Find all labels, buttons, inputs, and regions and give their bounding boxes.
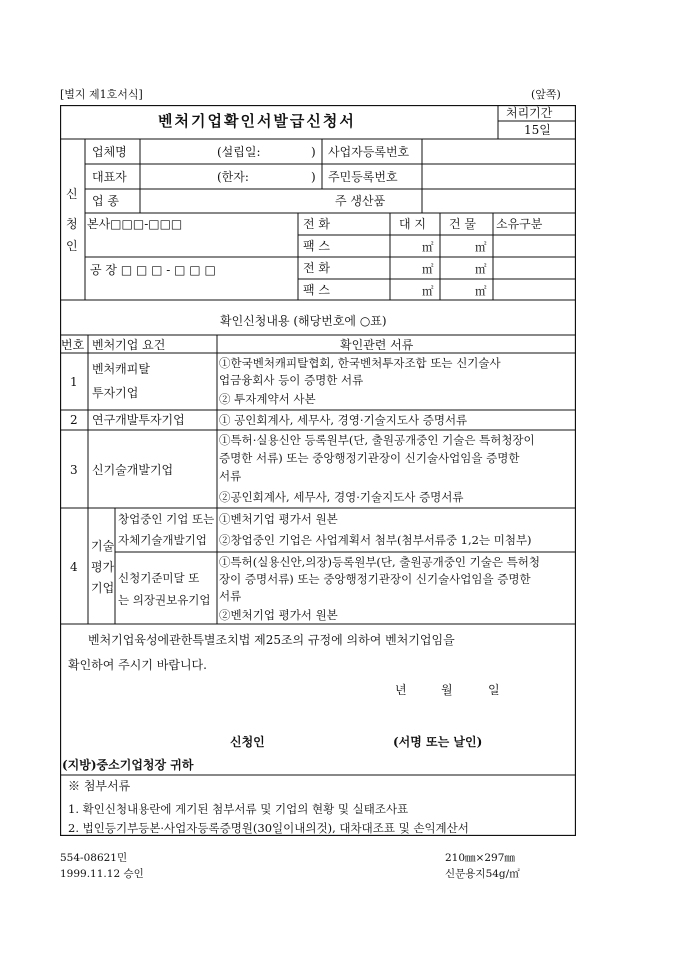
row-document: ① 공인회계사, 세무사, 경영·기술지도사 증명서류 [219,413,468,427]
row-requirement-main: 평가 [91,560,115,574]
factory-address[interactable]: 공 장 □ □ □ - □ □ □ [90,263,216,277]
row-document: ② 투자계약서 사본 [219,392,316,406]
main-product-field[interactable] [426,194,572,208]
row-number: 1 [70,375,78,389]
representative-field[interactable] [150,170,210,184]
row-number: 2 [70,413,78,427]
form-title: 벤처기업확인서발급신청서 [158,112,356,130]
head-office-address[interactable]: 본사□□□-□□□ [87,217,183,231]
factory-phone-label: 전 화 [303,261,330,275]
row-sub-requirement: 는 의장권보유기업 [118,593,211,607]
attachment-item: 1. 확인신청내용란에 게기된 첨부서류 및 기업의 현황 및 실태조사표 [68,802,409,816]
approval-date: 1999.11.12 승인 [60,868,144,880]
row-requirement: 투자기업 [92,386,139,400]
building-unit: ㎡ [475,262,487,276]
attachments-title: ※ 첨부서류 [68,779,131,793]
row-requirement: 벤처캐피탈 [92,362,150,376]
established-date-label: (설립일: [217,145,261,159]
row-number: 4 [70,560,78,574]
row-document: ②벤처기업 평가서 원본 [219,608,338,622]
row-sub-requirement: 창업중인 기업 또는 [118,512,215,526]
applicant-group-label-1: 신 [66,187,78,201]
building-unit: ㎡ [475,240,487,254]
hanja-close: ) [311,170,316,184]
row-document: ①특허·실용신안 등록원부(단, 출원공개중인 기술은 특허청장이 [219,433,535,447]
head-office-phone-label: 전 화 [303,217,330,231]
row-requirement-main: 기술 [91,539,115,553]
confirm-section-title: 확인신청내용 (해당번호에 ○표) [220,314,387,328]
business-type-field[interactable] [150,194,330,208]
applicant-group-label-2: 청 [66,217,78,231]
ownership-label: 소유구분 [496,217,543,231]
page-side-label: (앞쪽) [531,88,561,101]
building-unit: ㎡ [475,284,487,298]
attachment-item: 2. 법인등기부등본·사업자등록증명원(30일이내의것), 대차대조표 및 손익계산서 [68,821,469,835]
col-documents-header: 확인관련 서류 [340,338,414,352]
application-form [60,105,576,836]
established-date-close: ) [311,145,316,159]
row-requirement: 신기술개발기업 [92,463,174,477]
row-document: ②공인회계사, 세무사, 경영·기술지도사 증명서류 [219,490,464,504]
applicant-group-label-3: 인 [66,239,78,253]
biz-reg-no-field[interactable] [426,145,572,159]
main-product-label: 주 생산품 [335,194,386,208]
processing-period-value: 15일 [524,123,551,137]
resident-no-label: 주민등록번호 [328,170,398,184]
row-number: 3 [70,463,78,477]
applicant-signature-label: 신청인 [230,735,265,749]
company-name-label: 업체명 [92,145,127,159]
row-document: 서류 [219,589,242,603]
factory-fax-label: 팩 스 [303,283,330,297]
resident-no-field[interactable] [426,170,572,184]
row-document: ①특허(실용신안,의장)등록원부(단, 출원공개중인 기술은 특허청 [219,555,540,569]
land-unit: ㎡ [422,284,434,298]
row-document: 업금융회사 등이 증명한 서류 [219,373,364,387]
row-sub-requirement: 자체기술개발기업 [118,533,207,547]
col-requirement-header: 벤처기업 요건 [92,338,166,352]
row-requirement: 연구개발투자기업 [92,413,185,427]
head-office-fax-label: 팩 스 [303,239,330,253]
processing-period-label: 처리기간 [506,106,553,120]
row-document: 장이 증명서류) 또는 중앙행정기관장이 신기술사업임을 증명한 [219,572,531,586]
row-document: 서류 [219,469,242,483]
row-requirement-main: 기업 [91,581,115,595]
declaration-text: 확인하여 주시기 바랍니다. [68,658,207,672]
building-label: 건 물 [449,217,476,231]
biz-reg-no-label: 사업자등록번호 [328,145,410,159]
form-code: 554-08621민 [60,852,128,864]
addressee: (지방)중소기업청장 귀하 [62,758,194,772]
row-document: ①한국벤처캐피탈협회, 한국벤처투자조합 또는 신기술사 [219,356,501,370]
land-unit: ㎡ [422,262,434,276]
signature-or-seal-label[interactable]: (서명 또는 날인) [393,735,483,749]
land-label: 대 지 [399,217,426,231]
date-month-label: 월 [441,683,453,697]
date-day-label: 일 [488,683,500,697]
declaration-text: 벤처기업육성에관한특별조치법 제25조의 규정에 의하여 벤처기업임을 [88,633,455,647]
hanja-label: (한자: [217,170,249,184]
paper-type: 신문용지54g/㎡ [445,868,520,880]
business-type-label: 업 종 [92,194,119,208]
land-unit: ㎡ [422,240,434,254]
form-number: [별지 제1호서식] [60,88,143,101]
row-document: ①벤처기업 평가서 원본 [219,512,338,526]
representative-label: 대표자 [92,170,127,184]
row-document: 증명한 서류) 또는 중앙행정기관장이 신기술사업임을 증명한 [219,451,520,465]
date-year-label: 년 [395,683,407,697]
paper-size: 210㎜×297㎜ [445,852,515,864]
row-sub-requirement: 신청기준미달 또 [118,571,200,585]
col-number-header: 번호 [61,338,85,352]
row-document: ②창업중인 기업은 사업계획서 첨부(첨부서류중 1,2는 미첨부) [219,533,532,547]
